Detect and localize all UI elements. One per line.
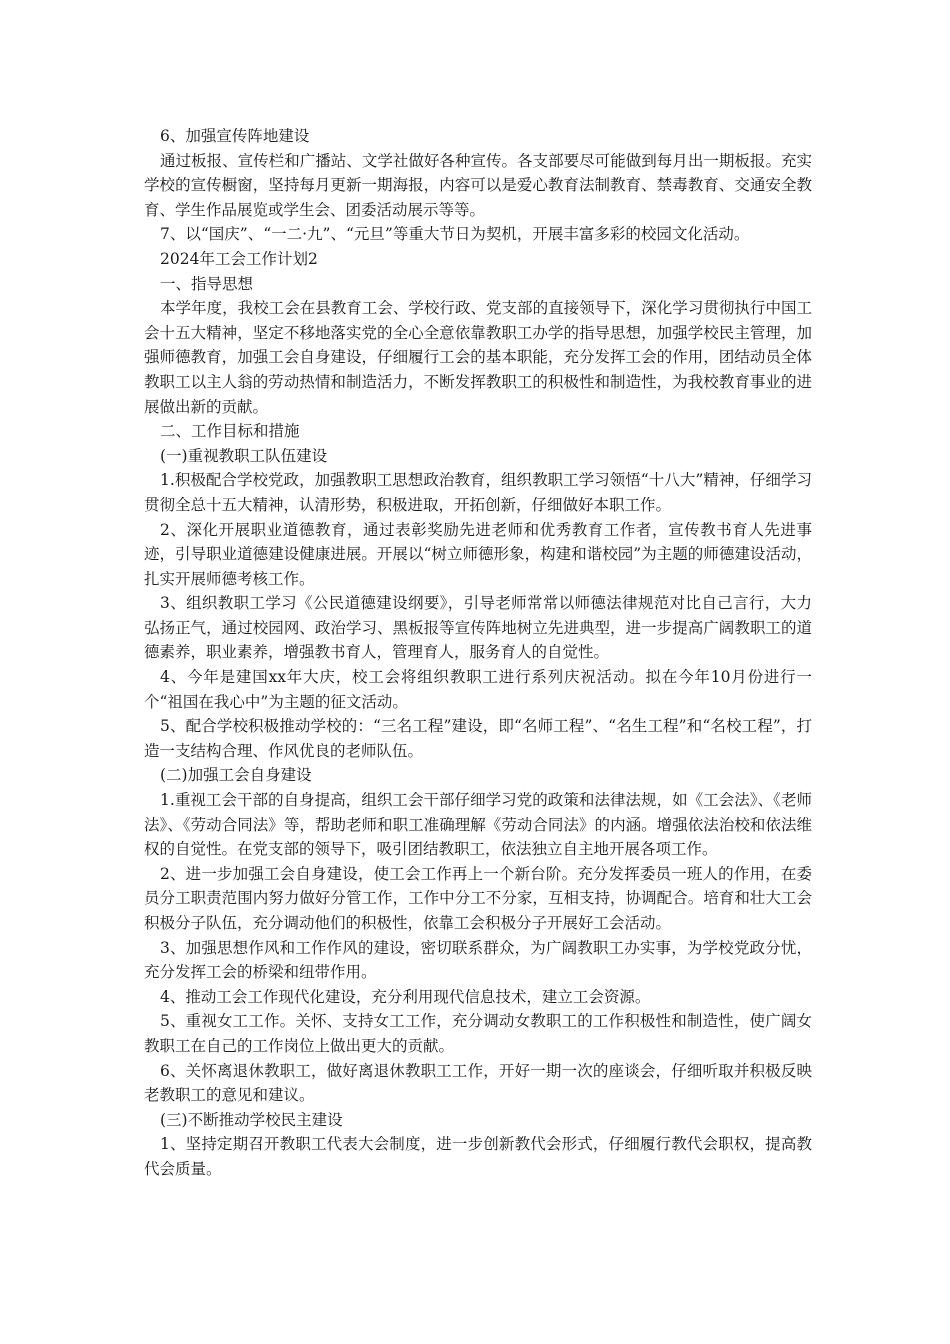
- body-paragraph: 7、以“国庆”、“一二·九”、“元旦”等重大节日为契机，开展丰富多彩的校园文化活动。: [160, 225, 750, 244]
- body-paragraph: 3、组织教职工学习《公民道德建设纲要》，引导老师常常以师德法律规范对比自己言行，大力弘扬正气，通过校园网、政治学习、黑板报等宣传阵地树立先进典型，进一步提高广阔教职工的道德素养，职业素养，增强教书育人，管理育人，服务育人的自觉性。: [144, 594, 812, 662]
- section-heading: 一、指导思想: [160, 274, 254, 293]
- subsection-heading: (三)不断推动学校民主建设: [160, 1110, 343, 1129]
- body-paragraph: 1.重视工会干部的自身提高，组织工会干部仔细学习党的政策和法律法规，如《工会法》、《老师法》、《劳动合同法》等，帮助老师和职工准确理解《劳动合同法》的内涵。增强依法治校和依法维权的自觉性。在党支部的领导下，吸引团结教职工，依法独立自主地开展各项工作。: [144, 791, 812, 859]
- body-paragraph: 4、推动工会工作现代化建设，充分利用现代信息技术，建立工会资源。: [160, 987, 651, 1006]
- body-paragraph: 2、深化开展职业道德教育，通过表彰奖励先进老师和优秀教育工作者，宣传教书育人先进事迹，引导职业道德建设健康进展。开展以“树立师德形象，构建和谐校园”为主题的师德建设活动，扎实开展师德考核工作。: [144, 520, 812, 588]
- body-paragraph: 2、进一步加强工会自身建设，使工会工作再上一个新台阶。充分发挥委员一班人的作用，在委员分工职责范围内努力做好分管工作，工作中分工不分家，互相支持，协调配合。培育和壮大工会积极分子队伍，充分调动他们的积极性，依靠工会积极分子开展好工会活动。: [144, 864, 812, 932]
- body-paragraph: 6、关怀离退休教职工，做好离退休教职工工作，开好一期一次的座谈会，仔细听取并积极反映老教职工的意见和建议。: [144, 1061, 812, 1105]
- subsection-heading: (二)加强工会自身建设: [160, 766, 312, 785]
- body-paragraph: 3、加强思想作风和工作作风的建设，密切联系群众，为广阔教职工办实事，为学校党政分忧，充分发挥工会的桥梁和纽带作用。: [144, 938, 812, 982]
- document-title: 2024年工会工作计划2: [160, 249, 318, 268]
- section-heading: 6、加强宣传阵地建设: [160, 127, 310, 145]
- body-paragraph: 5、配合学校积极推动学校的：“三名工程”建设，即“名师工程”、“名生工程”和“名校工程”，打造一支结构合理、作风优良的老师队伍。: [144, 717, 812, 760]
- body-paragraph: 1、坚持定期召开教职工代表大会制度，进一步创新教代会形式，仔细履行教代会职权，提高教代会质量。: [144, 1135, 812, 1178]
- section-heading: 二、工作目标和措施: [160, 422, 300, 441]
- body-paragraph: 1.积极配合学校党政，加强教职工思想政治教育，组织教职工学习领悟“十八大”精神，仔细学习贯彻全总十五大精神，认清形势，积极进取，开拓创新，仔细做好本职工作。: [144, 471, 812, 514]
- subsection-heading: (一)重视教职工队伍建设: [160, 446, 328, 465]
- body-paragraph: 4、今年是建国xx年大庆，校工会将组织教职工进行系列庆祝活动。拟在今年10月份进行一个“祖国在我心中”为主题的征文活动。: [144, 668, 812, 711]
- body-paragraph: 本学年度，我校工会在县教育工会、学校行政、党支部的直接领导下，深化学习贯彻执行中国工会十五大精神，坚定不移地落实党的全心全意依靠教职工办学的指导思想，加强学校民主管理，加强师德教育，加强工会自身建设，仔细履行工会的基本职能，充分发挥工会的作用，团结动员全体教职工以主人翁的劳动热情和制造活力，不断发挥教职工的积极性和制造性，为我校教育事业的进展做出新的贡献。: [144, 299, 812, 416]
- document-page: [144, 124, 812, 1182]
- body-paragraph: 5、重视女工工作。关怀、支持女工工作，充分调动女教职工的工作积极性和制造性，使广阔女教职工在自己的工作岗位上做出更大的贡献。: [144, 1012, 812, 1055]
- body-paragraph: 通过板报、宣传栏和广播站、文学社做好各种宣传。各支部要尽可能做到每月出一期板报。充实学校的宣传橱窗，坚持每月更新一期海报，内容可以是爱心教育法制教育、禁毒教育、交通安全教育、学生作品展览或学生会、团委活动展示等等。: [144, 151, 812, 219]
